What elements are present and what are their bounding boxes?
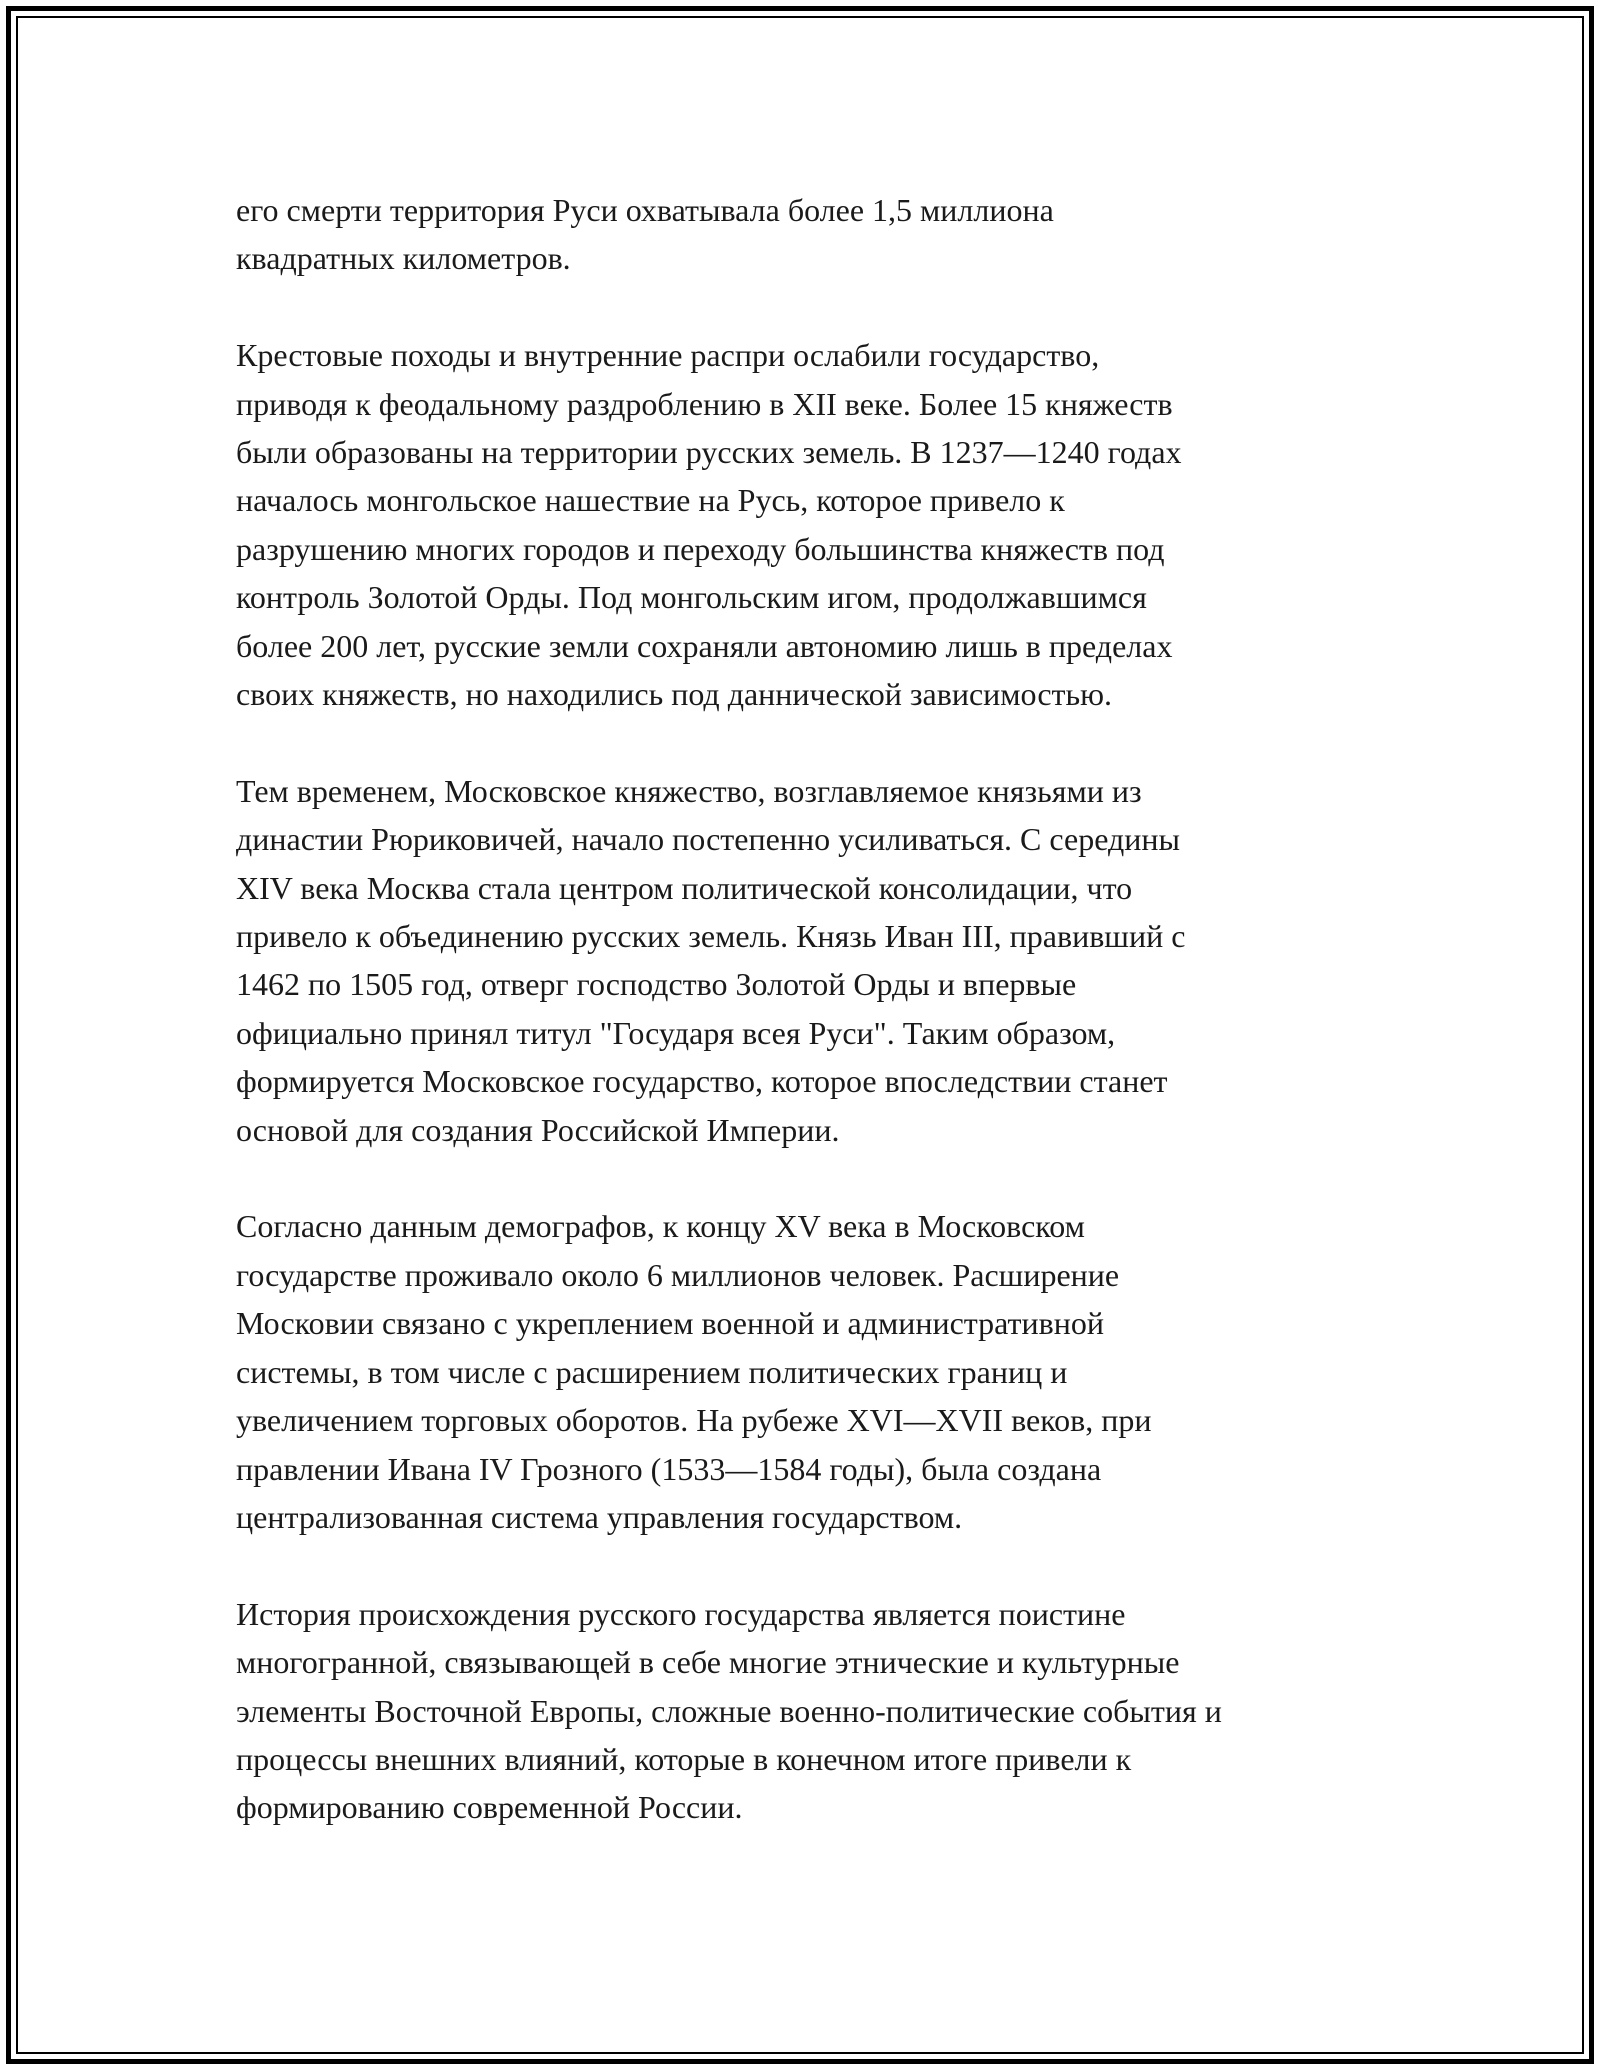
text-line: системы, в том числе с расширением политических границ и — [236, 1353, 1068, 1390]
text-line: формируется Московское государство, которое впоследствии станет — [236, 1063, 1168, 1100]
paragraph-5 — [236, 1590, 1386, 1832]
text-line: История происхождения русского государства является поистине — [236, 1595, 1126, 1632]
text-line: 1462 по 1505 год, отверг господство Золотой Орды и впервые — [236, 966, 1077, 1003]
text-line: официально принял титул "Государя всея Руси". Таким образом, — [236, 1014, 1116, 1051]
text-line: правлении Ивана IV Грозного (1533—1584 годы), была создана — [236, 1450, 1102, 1487]
text-line: Крестовые походы и внутренние распри ослабили государство, — [236, 337, 1100, 374]
text-line: его смерти территория Руси охватывала более 1,5 миллиона — [236, 192, 1054, 228]
text-line: многогранной, связывающей в себе многие этнические и культурные — [236, 1644, 1180, 1681]
text-line: привело к объединению русских земель. Князь Иван III, правивший с — [236, 918, 1186, 955]
text-line: более 200 лет, русские земли сохраняли автономию лишь в пределах — [236, 627, 1173, 664]
text-line: централизованная система управления государством. — [236, 1498, 963, 1535]
text-line: контроль Золотой Орды. Под монгольским игом, продолжавшимся — [236, 579, 1147, 616]
text-line: элементы Восточной Европы, сложные военно-политические события и — [236, 1692, 1222, 1729]
text-line: государстве проживало около 6 миллионов человек. Расширение — [236, 1256, 1120, 1293]
text-line: династии Рюриковичей, начало постепенно усиливаться. С середины — [236, 821, 1180, 858]
text-line: Московии связано с укреплением военной и административной — [236, 1305, 1104, 1342]
text-line: основой для создания Российской Империи. — [236, 1111, 840, 1148]
text-line: формированию современной России. — [236, 1789, 743, 1826]
text-line: были образованы на территории русских земель. В 1237—1240 годах — [236, 434, 1182, 471]
text-line: квадратных километров. — [236, 240, 571, 277]
text-line: Согласно данным демографов, к концу XV века в Московском — [236, 1208, 1085, 1245]
text-line: началось монгольское нашествие на Русь, которое привело к — [236, 482, 1065, 519]
text-line: своих княжеств, но находились под даннической зависимостью. — [236, 676, 1113, 713]
paragraph-4 — [236, 1202, 1386, 1541]
paragraph-3 — [236, 767, 1386, 1154]
text-line: приводя к феодальному раздроблению в XII веке. Более 15 княжеств — [236, 385, 1173, 422]
paragraph-1 — [236, 186, 1386, 283]
text-line: разрушению многих городов и переходу большинства княжеств под — [236, 530, 1165, 567]
text-line: XIV века Москва стала центром политической консолидации, что — [236, 869, 1133, 906]
paragraph-2 — [236, 331, 1386, 718]
text-line: Тем временем, Московское княжество, возглавляемое князьями из — [236, 772, 1142, 809]
text-line: процессы внешних влияний, которые в конечном итоге привели к — [236, 1740, 1132, 1777]
text-line: увеличением торговых оборотов. На рубеже XVI—XVII веков, при — [236, 1402, 1152, 1439]
document-body — [236, 186, 1386, 1880]
